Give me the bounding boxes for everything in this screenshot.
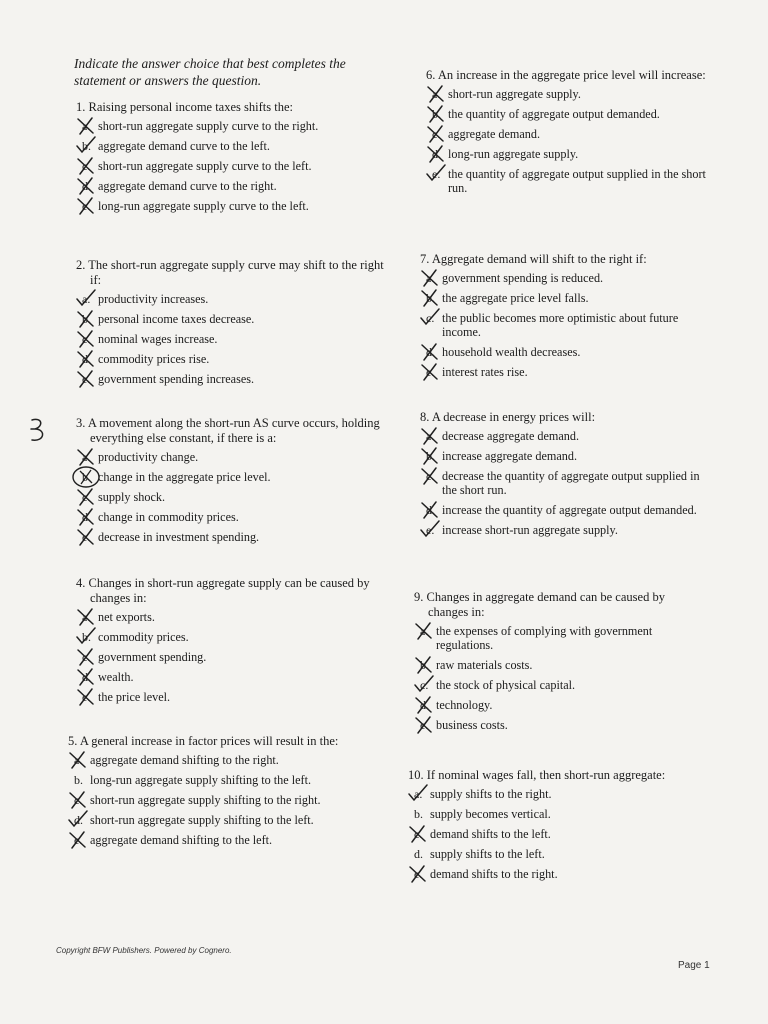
question-number: 8. xyxy=(420,410,430,424)
option-letter: b. xyxy=(82,630,91,644)
answer-option xyxy=(414,291,714,305)
option-text: technology. xyxy=(436,698,493,712)
question-text: Changes in short-run aggregate supply can be caused by changes in: xyxy=(88,576,370,605)
instructions: Indicate the answer choice that best completes the statement or answers the question. xyxy=(74,56,346,88)
option-text: demand shifts to the left. xyxy=(430,827,551,841)
question-stem xyxy=(402,768,702,783)
answer-option xyxy=(70,372,390,386)
option-text: decrease in investment spending. xyxy=(98,530,260,544)
option-letter: e. xyxy=(82,690,91,704)
answer-option xyxy=(408,624,708,652)
option-text: short-run aggregate supply. xyxy=(448,87,581,101)
option-text: household wealth decreases. xyxy=(442,345,581,359)
answer-option xyxy=(408,698,708,712)
question-text: A movement along the short-run AS curve occurs, holding everything else constant, if there is a: xyxy=(87,416,380,445)
option-text: business costs. xyxy=(436,718,508,732)
option-text: aggregate demand curve to the right. xyxy=(98,179,277,193)
option-letter: e. xyxy=(82,372,91,386)
option-letter: e. xyxy=(426,523,435,537)
question-text: If nominal wages fall, then short-run aggregate: xyxy=(426,768,666,782)
option-text: the expenses of complying with government regulations. xyxy=(436,624,653,652)
answer-option xyxy=(70,332,390,346)
answer-option xyxy=(414,449,714,463)
option-letter: e. xyxy=(426,365,435,379)
answer-option xyxy=(70,690,390,704)
option-letter: c. xyxy=(82,650,91,664)
option-text: change in the aggregate price level. xyxy=(98,470,271,484)
option-letter: b. xyxy=(420,658,429,672)
option-text: the price level. xyxy=(98,690,171,704)
answer-option xyxy=(402,867,702,881)
option-letter: b. xyxy=(414,807,423,821)
option-text: supply shifts to the right. xyxy=(430,787,552,801)
option-text: short-run aggregate supply shifting to the left. xyxy=(90,813,314,827)
answer-option xyxy=(402,807,702,821)
option-text: demand shifts to the right. xyxy=(430,867,558,881)
handwritten-b-mark xyxy=(28,418,48,444)
answer-option xyxy=(414,523,714,537)
answer-option xyxy=(62,773,382,787)
option-letter: b. xyxy=(82,470,91,484)
option-text: supply shifts to the left. xyxy=(430,847,545,861)
answer-option xyxy=(70,510,390,524)
answer-option xyxy=(402,787,702,801)
option-letter: a. xyxy=(426,271,435,285)
answer-option xyxy=(70,470,390,484)
option-letter: c. xyxy=(426,469,435,483)
option-letter: c. xyxy=(426,311,435,325)
answer-option xyxy=(420,147,720,161)
answer-option xyxy=(70,159,390,173)
option-letter: d. xyxy=(426,503,435,517)
option-text: long-run aggregate supply shifting to the left. xyxy=(90,773,312,787)
option-letter: d. xyxy=(74,813,83,827)
question-7 xyxy=(414,252,714,385)
option-letter: e. xyxy=(82,530,91,544)
answer-option xyxy=(70,490,390,504)
answer-option xyxy=(70,352,390,366)
answer-option xyxy=(414,345,714,359)
option-text: increase short-run aggregate supply. xyxy=(442,523,618,537)
option-letter: d. xyxy=(432,147,441,161)
option-text: the public becomes more optimistic about future income. xyxy=(442,311,679,339)
question-text: A general increase in factor prices will result in the: xyxy=(79,734,339,748)
option-letter: d. xyxy=(82,670,91,684)
option-text: aggregate demand shifting to the right. xyxy=(90,753,279,767)
question-10 xyxy=(402,768,702,887)
option-letter: a. xyxy=(82,610,91,624)
option-text: the quantity of aggregate output supplied in the short run. xyxy=(448,167,706,195)
option-text: nominal wages increase. xyxy=(98,332,218,346)
question-number: 6. xyxy=(426,68,436,82)
option-text: long-run aggregate supply. xyxy=(448,147,579,161)
question-number: 7. xyxy=(420,252,430,266)
option-letter: c. xyxy=(432,127,441,141)
answer-option xyxy=(414,365,714,379)
answer-option xyxy=(420,87,720,101)
answer-option xyxy=(70,292,390,306)
option-letter: b. xyxy=(74,773,83,787)
question-text: A decrease in energy prices will: xyxy=(431,410,596,424)
question-text: Aggregate demand will shift to the right if: xyxy=(431,252,647,266)
option-text: decrease the quantity of aggregate output supplied in the short run. xyxy=(442,469,700,497)
answer-option xyxy=(408,658,708,672)
answer-option xyxy=(420,167,720,195)
answer-option xyxy=(402,827,702,841)
answer-option xyxy=(70,450,390,464)
question-6 xyxy=(420,68,720,201)
option-text: increase aggregate demand. xyxy=(442,449,578,463)
option-text: supply becomes vertical. xyxy=(430,807,551,821)
option-text: short-run aggregate supply curve to the left. xyxy=(98,159,312,173)
option-letter: e. xyxy=(82,199,91,213)
option-letter: a. xyxy=(426,429,435,443)
answer-option xyxy=(70,139,390,153)
answer-option xyxy=(414,429,714,443)
question-4 xyxy=(70,576,390,710)
option-letter: c. xyxy=(414,827,423,841)
answer-option xyxy=(420,107,720,121)
question-number: 9. xyxy=(414,590,424,604)
option-letter: a. xyxy=(432,87,441,101)
option-text: interest rates rise. xyxy=(442,365,528,379)
option-letter: d. xyxy=(82,179,91,193)
question-text: An increase in the aggregate price level will increase: xyxy=(437,68,706,82)
answer-option xyxy=(414,271,714,285)
option-text: the aggregate price level falls. xyxy=(442,291,589,305)
answer-option xyxy=(70,610,390,624)
answer-option xyxy=(408,678,708,692)
option-letter: b. xyxy=(82,139,91,153)
question-number: 2. xyxy=(76,258,86,272)
option-letter: c. xyxy=(82,332,91,346)
option-text: the quantity of aggregate output demanded. xyxy=(448,107,660,121)
option-text: government spending. xyxy=(98,650,207,664)
answer-option xyxy=(402,847,702,861)
option-text: the stock of physical capital. xyxy=(436,678,576,692)
answer-option xyxy=(70,670,390,684)
option-letter: e. xyxy=(74,833,83,847)
option-letter: c. xyxy=(82,159,91,173)
question-8 xyxy=(414,410,714,543)
page-number: Page 1 xyxy=(678,960,710,971)
question-number: 4. xyxy=(76,576,86,590)
option-text: productivity increases. xyxy=(98,292,209,306)
question-1 xyxy=(70,100,390,219)
question-text: Raising personal income taxes shifts the: xyxy=(88,100,293,114)
option-text: aggregate demand curve to the left. xyxy=(98,139,270,153)
option-text: short-run aggregate supply shifting to the right. xyxy=(90,793,321,807)
question-stem xyxy=(70,416,390,446)
option-text: net exports. xyxy=(98,610,155,624)
option-letter: e. xyxy=(432,167,441,181)
answer-option xyxy=(62,753,382,767)
option-letter: e. xyxy=(420,718,429,732)
question-stem xyxy=(408,590,708,620)
answer-option xyxy=(62,813,382,827)
answer-option xyxy=(70,312,390,326)
answer-option xyxy=(414,469,714,497)
option-text: decrease aggregate demand. xyxy=(442,429,580,443)
answer-option xyxy=(70,650,390,664)
answer-option xyxy=(62,793,382,807)
question-number: 1. xyxy=(76,100,86,114)
answer-option xyxy=(420,127,720,141)
question-number: 3. xyxy=(76,416,86,430)
option-text: aggregate demand. xyxy=(448,127,541,141)
option-text: change in commodity prices. xyxy=(98,510,239,524)
option-letter: d. xyxy=(82,352,91,366)
question-stem xyxy=(414,252,714,267)
question-stem xyxy=(70,258,390,288)
question-3 xyxy=(70,416,390,550)
question-5 xyxy=(62,734,382,853)
option-text: short-run aggregate supply curve to the right. xyxy=(98,119,319,133)
option-text: commodity prices. xyxy=(98,630,189,644)
question-number: 5. xyxy=(68,734,78,748)
option-text: commodity prices rise. xyxy=(98,352,210,366)
answer-option xyxy=(70,119,390,133)
option-letter: b. xyxy=(426,291,435,305)
option-text: wealth. xyxy=(98,670,134,684)
question-text: The short-run aggregate supply curve may shift to the right if: xyxy=(88,258,384,287)
option-text: government spending increases. xyxy=(98,372,255,386)
option-letter: c. xyxy=(420,678,429,692)
option-text: personal income taxes decrease. xyxy=(98,312,255,326)
option-text: supply shock. xyxy=(98,490,166,504)
question-stem xyxy=(414,410,714,425)
question-stem xyxy=(70,100,390,115)
answer-option xyxy=(70,530,390,544)
option-text: aggregate demand shifting to the left. xyxy=(90,833,273,847)
footer-copyright: Copyright BFW Publishers. Powered by Cognero. xyxy=(56,946,232,955)
option-text: raw materials costs. xyxy=(436,658,533,672)
option-letter: a. xyxy=(82,450,91,464)
option-text: government spending is reduced. xyxy=(442,271,604,285)
option-text: increase the quantity of aggregate output demanded. xyxy=(442,503,697,517)
answer-option xyxy=(70,630,390,644)
answer-option xyxy=(414,503,714,517)
option-letter: d. xyxy=(82,510,91,524)
question-stem xyxy=(70,576,390,606)
option-letter: d. xyxy=(420,698,429,712)
option-letter: a. xyxy=(82,119,91,133)
option-letter: d. xyxy=(414,847,423,861)
option-letter: a. xyxy=(82,292,91,306)
option-letter: a. xyxy=(74,753,83,767)
option-letter: c. xyxy=(74,793,83,807)
option-letter: e. xyxy=(414,867,423,881)
option-text: productivity change. xyxy=(98,450,199,464)
answer-option xyxy=(70,179,390,193)
option-letter: b. xyxy=(82,312,91,326)
option-letter: a. xyxy=(420,624,429,638)
question-2 xyxy=(70,258,390,392)
option-text: long-run aggregate supply curve to the left. xyxy=(98,199,309,213)
answer-option xyxy=(70,199,390,213)
option-letter: b. xyxy=(426,449,435,463)
option-letter: d. xyxy=(426,345,435,359)
question-text: Changes in aggregate demand can be caused by changes in: xyxy=(426,590,665,619)
question-stem xyxy=(62,734,382,749)
option-letter: c. xyxy=(82,490,91,504)
answer-option xyxy=(62,833,382,847)
answer-option xyxy=(408,718,708,732)
answer-option xyxy=(414,311,714,339)
question-9 xyxy=(408,590,708,738)
question-number: 10. xyxy=(408,768,424,782)
option-letter: b. xyxy=(432,107,441,121)
option-letter: a. xyxy=(414,787,423,801)
question-stem xyxy=(420,68,720,83)
